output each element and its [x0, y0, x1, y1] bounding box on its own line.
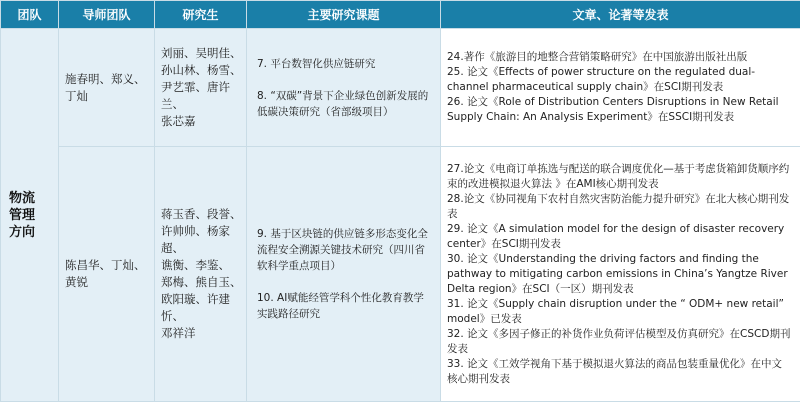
mentor-names: 陈昌华、丁灿、 黄锐 [65, 258, 146, 289]
topic-item: 7. 平台数智化供应链研究 [257, 56, 432, 72]
student-names: 刘丽、吴明佳、 孙山林、杨雪、 尹艺霏、唐许兰、 张芯嘉 [161, 46, 242, 128]
students-cell [155, 147, 247, 402]
header-team: 团队 [1, 1, 59, 29]
mentor-cell [59, 29, 155, 147]
header-row [1, 1, 800, 29]
table-row [1, 29, 800, 147]
topic-item: 8. “双碳”背景下企业绿色创新发展的低碳决策研究（省部级项目） [257, 88, 432, 120]
pub-item: 29. 论文《A simulation model for the design of disaster recovery center》在SCI期刊发表 [447, 222, 792, 252]
pub-item: 25. 论文《Effects of power structure on the regulated dual-channel pharmaceutical supply chain》在SCI期刊发表 [447, 65, 792, 95]
topics-cell [247, 147, 441, 402]
pub-item: 26. 论文《Role of Distribution Centers Disruptions in New Retail Supply Chain: An Analysis Experiment》在SSCI期刊发表 [447, 95, 792, 125]
pub-item: 30. 论文《Understanding the driving factors and finding the pathway to mitigating carbon emissions in China’s Yangtze River Delta region》在SCI（一区）期刊发表 [447, 252, 792, 297]
header-mentor: 导师团队 [59, 1, 155, 29]
pubs-cell [441, 147, 800, 402]
students-cell [155, 29, 247, 147]
header-students: 研究生 [155, 1, 247, 29]
team-label: 物流 管理 方向 [9, 191, 35, 240]
pub-item: 31. 论文《Supply chain disruption under the “ ODM+ new retail” model》已发表 [447, 297, 792, 327]
header-pubs: 文章、论著等发表 [441, 1, 800, 29]
mentor-names: 施春明、郑义、 丁灿 [65, 72, 146, 103]
student-names: 蒋玉香、段誉、 许帅帅、杨家超、 谯衡、李鉴、 郑梅、熊自玉、 欧阳璇、许建忻、 邓祥洋 [161, 207, 242, 340]
pub-item: 33. 论文《工效学视角下基于模拟退火算法的商品包装重量优化》在中文核心期刊发表 [447, 357, 792, 387]
team-cell [1, 29, 59, 402]
pub-item: 32. 论文《多因子修正的补货作业负荷评估模型及仿真研究》在CSCD期刊发表 [447, 327, 792, 357]
pub-item: 24.著作《旅游目的地整合营销策略研究》在中国旅游出版社出版 [447, 50, 792, 65]
pub-item: 27.论文《电商订单拣选与配送的联合调度优化—基于考虑货箱卸货顺序约束的改进模拟退火算法 》在AMI核心期刊发表 [447, 162, 792, 192]
pub-item: 28.论文《协同视角下农村自然灾害防治能力提升研究》在北大核心期刊发表 [447, 192, 792, 222]
topic-item: 9. 基于区块链的供应链多形态变化全流程安全溯源关键技术研究（四川省软科学重点项目） [257, 226, 432, 274]
header-topics: 主要研究课题 [247, 1, 441, 29]
pubs-cell [441, 29, 800, 147]
topic-item: 10. AI赋能经管学科个性化教育教学实践路径研究 [257, 290, 432, 322]
mentor-cell [59, 147, 155, 402]
topics-cell [247, 29, 441, 147]
table-row [1, 147, 800, 402]
